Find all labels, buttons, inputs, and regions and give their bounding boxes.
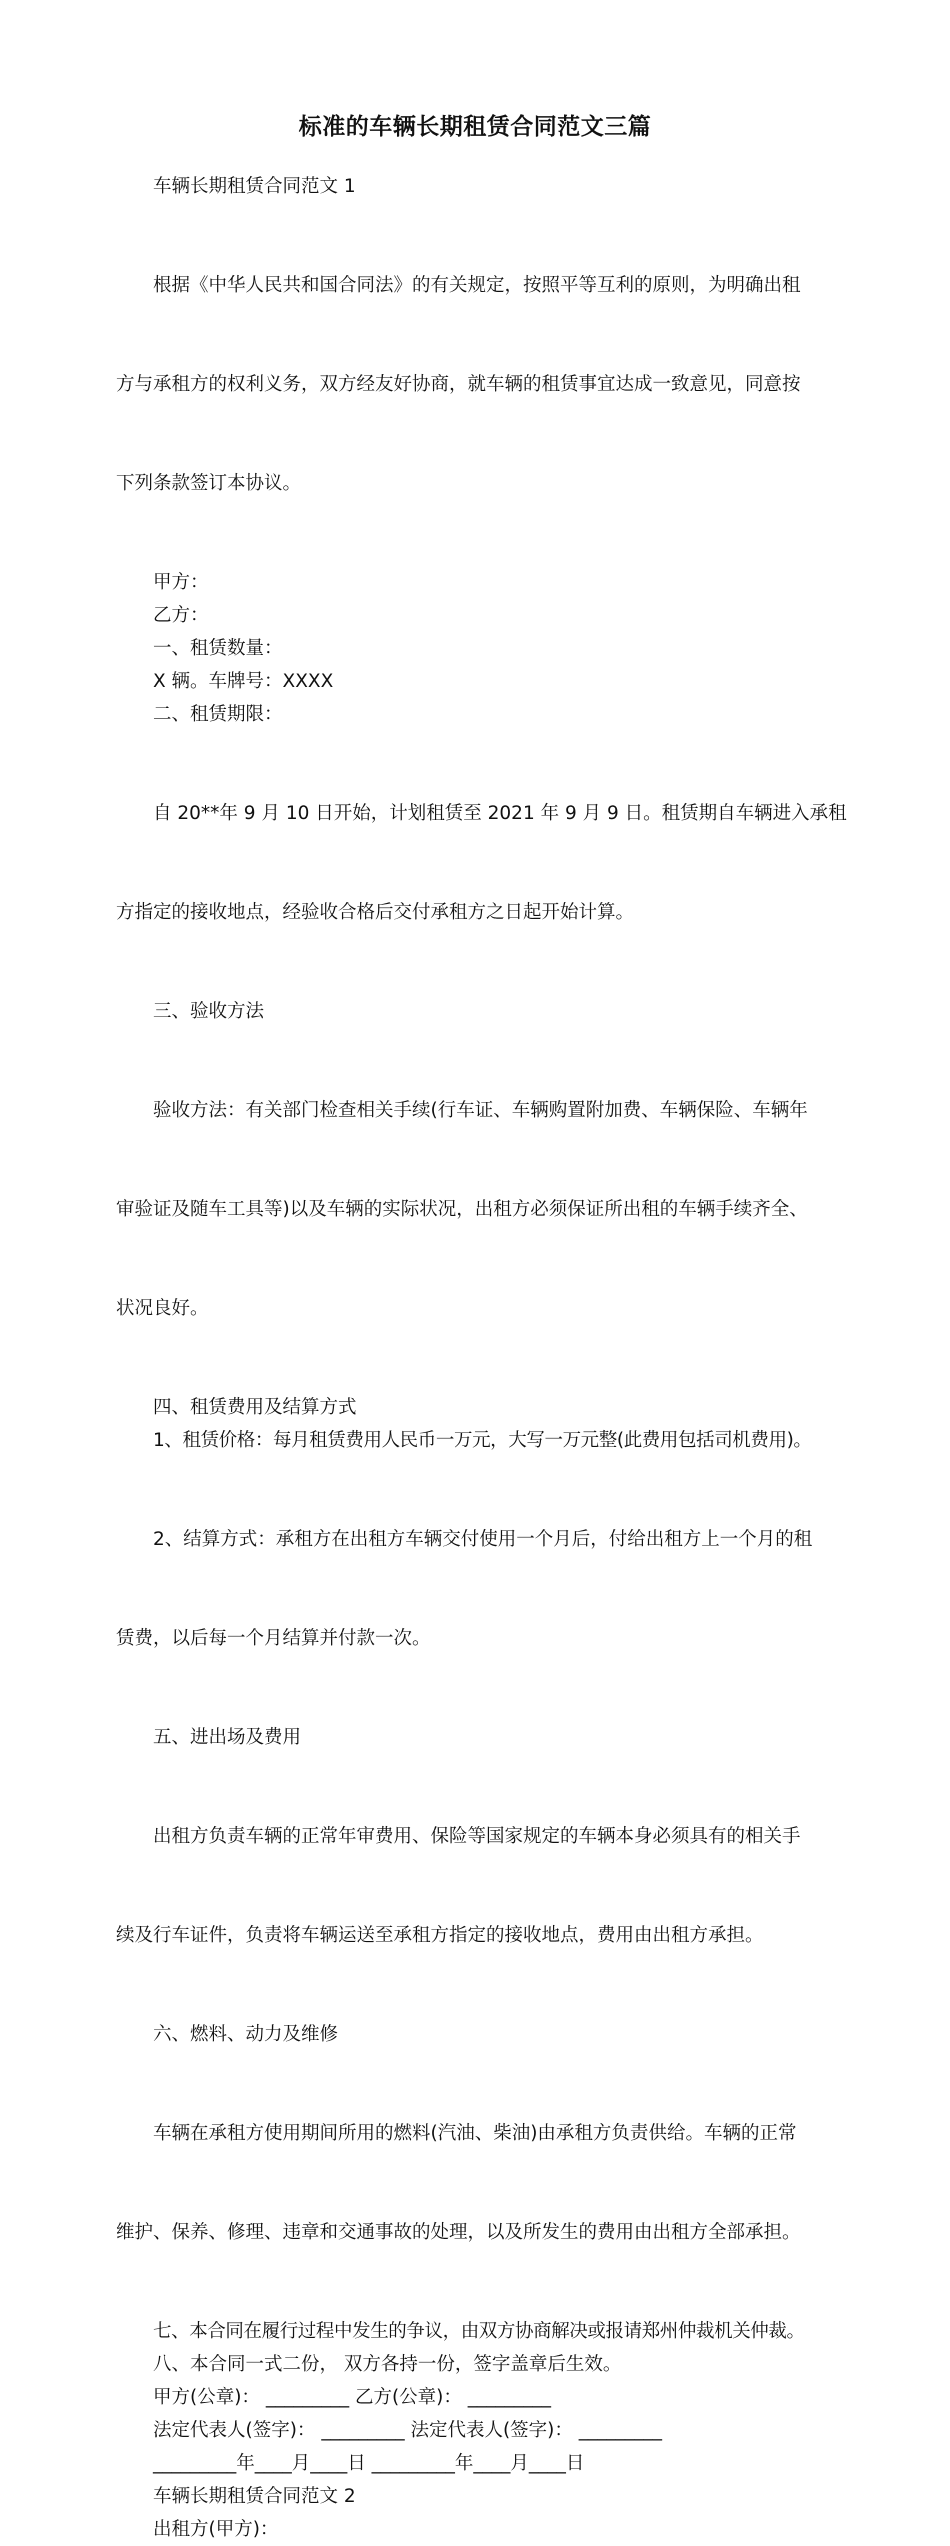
section-body bbox=[116, 2051, 836, 2315]
text-line: 自 20**年 9 月 10 日开始，计划租赁至 2021 年 9 月 9 日。租赁期自车辆进入承租 bbox=[153, 803, 847, 824]
document-title: 标准的车辆长期租赁合同范文三篇 bbox=[298, 114, 652, 140]
text-line: 状况良好。 bbox=[116, 1298, 209, 1319]
section-body: 七、本合同在履行过程中发生的争议，由双方协商解决或报请郑州仲裁机关仲裁。 bbox=[153, 2321, 805, 2342]
section-body bbox=[116, 1028, 836, 1391]
seal-signature-line: 甲方(公章)： _________ 乙方(公章)： _________ bbox=[153, 2387, 552, 2408]
section-body: 1、租赁价格：每月租赁费用人民币一万元，大写一万元整(此费用包括司机费用)。 bbox=[153, 1430, 812, 1451]
text-line: 维护、保养、修理、违章和交通事故的处理，以及所发生的费用由出租方全部承担。 bbox=[116, 2222, 801, 2243]
text-line: 车辆在承租方使用期间所用的燃料(汽油、柴油)由承租方负责供给。车辆的正常 bbox=[153, 2123, 797, 2144]
section-body bbox=[116, 731, 847, 995]
text-line: 方与承租方的权利义务，双方经友好协商，就车辆的租赁事宜达成一致意见，同意按 bbox=[116, 374, 801, 395]
text-line: 方指定的接收地点，经验收合格后交付承租方之日起开始计算。 bbox=[116, 902, 635, 923]
text-line: 审验证及随车工具等)以及车辆的实际状况，出租方必须保证所出租的车辆手续齐全、 bbox=[116, 1199, 808, 1220]
text-line: 2、结算方式：承租方在出租方车辆交付使用一个月后，付给出租方上一个月的租 bbox=[153, 1529, 813, 1550]
text-line: 出租方负责车辆的正常年审费用、保险等国家规定的车辆本身必须具有的相关手 bbox=[153, 1826, 801, 1847]
section-body bbox=[116, 1754, 836, 2018]
representative-signature-line: 法定代表人(签字)： _________ 法定代表人(签字)： _________ bbox=[153, 2420, 663, 2441]
party-a-label: 甲方： bbox=[153, 572, 209, 593]
text-line: 赁费，以后每一个月结算并付款一次。 bbox=[116, 1628, 431, 1649]
section-heading: 五、进出场及费用 bbox=[153, 1727, 302, 1748]
section-heading: 六、燃料、动力及维修 bbox=[153, 2024, 339, 2045]
date-line: _________年____月____日 _________年____月____日 bbox=[153, 2453, 585, 2474]
text-line: 下列条款签订本协议。 bbox=[116, 473, 302, 494]
party-b-label: 乙方： bbox=[153, 605, 209, 626]
heading-contract-2: 车辆长期租赁合同范文 2 bbox=[153, 2486, 356, 2507]
lessor-label: 出租方(甲方)： bbox=[153, 2519, 279, 2540]
section-body bbox=[116, 1457, 836, 1721]
intro-paragraph bbox=[116, 203, 836, 566]
document-body bbox=[116, 170, 847, 2546]
section-heading: 二、租赁期限： bbox=[153, 704, 283, 725]
text-line: 验收方法：有关部门检查相关手续(行车证、车辆购置附加费、车辆保险、车辆年 bbox=[153, 1100, 808, 1121]
section-body: X 辆。车牌号：XXXX bbox=[153, 671, 334, 692]
section-heading: 四、租赁费用及结算方式 bbox=[153, 1397, 357, 1418]
section-body: 八、本合同一式二份， 双方各持一份，签字盖章后生效。 bbox=[153, 2354, 622, 2375]
text-line: 根据《中华人民共和国合同法》的有关规定，按照平等互利的原则，为明确出租 bbox=[153, 275, 801, 296]
section-heading: 三、验收方法 bbox=[153, 1001, 265, 1022]
text-line: 续及行车证件，负责将车辆运送至承租方指定的接收地点，费用由出租方承担。 bbox=[116, 1925, 764, 1946]
heading-contract-1: 车辆长期租赁合同范文 1 bbox=[153, 176, 356, 197]
section-heading: 一、租赁数量： bbox=[153, 638, 283, 659]
